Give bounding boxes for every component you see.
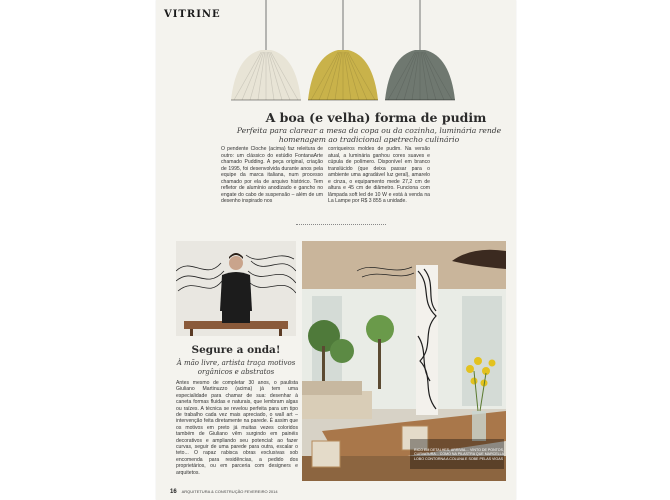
article2-title: Segure a onda! xyxy=(191,344,281,356)
artist-portrait-photo xyxy=(176,241,296,336)
article2-body: Antes mesmo de completar 30 anos, o paulista Giuliano Martinuzzo (acima) já tem uma especialidade para chamar de sua: desenhar à caneta formas fluidas e naturais, que lembram algas ou raízes. A técnica se revelou perfeita para um tipo de trabalho cada vez mais apreciado, o wall art – intervenção feita diretamente na parede. É assim que os motivos em preto já muitas vezes coloridos também de Giuliano vêm surgindo em painéis decorativos e ampliando seu potencial: ao fazer curvas, seguir de uma parede para outra, escalar o teto... O rapaz rabisca obras exclusivas sob encomenda para residências, a pedido dos proprietários, ou em parceria com designers e arquitetos. xyxy=(176,380,298,476)
section-divider xyxy=(296,224,386,225)
interior-room-photo xyxy=(302,241,506,481)
article-body-col2: corriqueiros moldes de pudim. Na versão atual, a luminária ganhou cores suaves e cúpula de polímero. Disponível em branco translúcido (que deixa passar para o ambiente uma agradável luz geral), amarelo e cinza, o equipamento mede 27,2 cm de altura e 45 cm de diâmetro. Funciona com lâmpada soft led de 10 W e está à venda na La Lampe por R$ 3 855 a unidade. xyxy=(328,146,430,204)
section-label: VITRINE xyxy=(164,9,221,20)
magazine-page xyxy=(156,0,516,500)
page-number: 16 xyxy=(170,489,177,495)
photo-caption: RICO EM DETALHES, ARRIVAL... VINTO DE PONTOS, CURVATURA... COMO NA PILASTRA QUE MARCELLA LOBO CONTORNA A COLUNA E SOBE PELAS VIGAS xyxy=(414,448,504,461)
article-subtitle: Perfeita para clarear a mesa da copa ou da cozinha, luminária rende homenagem ao tradicional apetrecho culinário xyxy=(236,126,502,144)
publication-line: ARQUITETURA & CONSTRUÇÃO FEVEREIRO 2014 xyxy=(181,489,278,494)
article-title: A boa (e velha) forma de pudim xyxy=(265,110,487,125)
pendant-lamps-image xyxy=(156,0,516,110)
lamp-mustard xyxy=(308,50,378,101)
article-body-col1: O pendente Cloche (acima) faz releitura de outro: um clássico do estúdio FontanaArte chamado Pudding. A peça original, criação de 1995, foi desenvolvida durante anos pela equipe da marca italiana, num processo chamado por ela de arquivo histórico. Tem refletor de alumínio anodizado e gancho no engate do cabo de suspensão – além de um desenho inspirado nos xyxy=(221,146,323,204)
page-footer xyxy=(170,489,370,495)
article2-subtitle: À mão livre, artista traça motivos orgânicos e abstratos xyxy=(176,359,296,376)
lamp-cream xyxy=(231,50,301,101)
lamp-gray xyxy=(385,50,455,101)
